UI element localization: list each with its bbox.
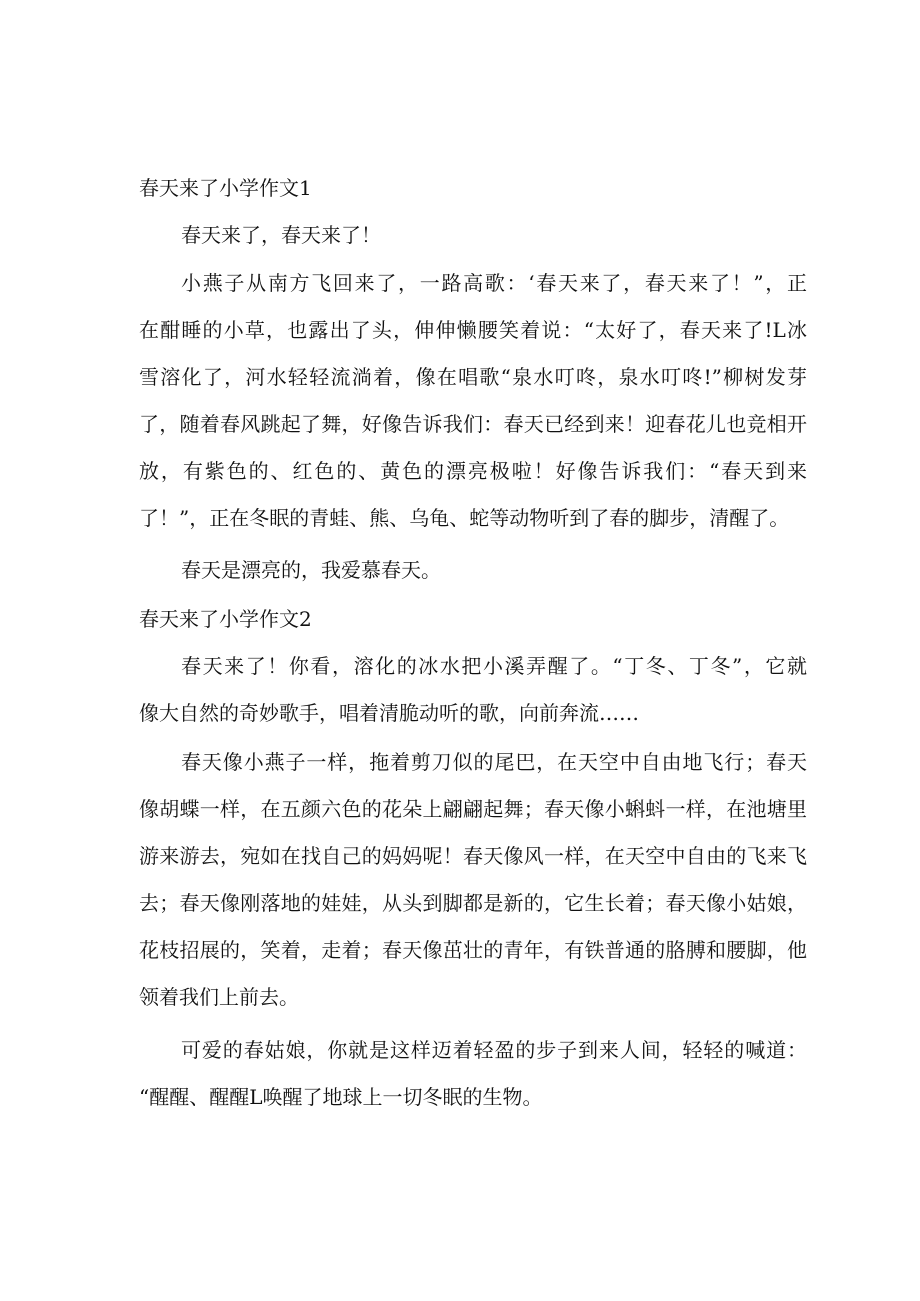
essay1-title: 春天来了小学作文1: [139, 176, 312, 200]
text-line: 了！”，正在冬眠的青蛙、熊、乌龟、蛇等动物听到了春的脚步，清醒了。: [139, 506, 790, 530]
text-line: 领着我们上前去。: [139, 985, 299, 1009]
text-line: 春天是漂亮的，我爱慕春天。: [181, 558, 441, 582]
text-line: 在酣睡的小草，也露出了头，伸伸懒腰笑着说：“太好了，春天来了!L冰: [139, 318, 807, 342]
essay2-title: 春天来了小学作文2: [139, 607, 312, 631]
text-line: 像胡蝶一样，在五颜六色的花朵上翩翩起舞；春天像小蝌蚪一样，在池塘里: [139, 797, 807, 821]
text-line: 游来游去，宛如在找自己的妈妈呢！春天像风一样，在天空中自由的飞来飞: [139, 844, 807, 868]
text-line: 可爱的春姑娘，你就是这样迈着轻盈的步子到来人间，轻轻的喊道：: [181, 1038, 807, 1062]
text-line: 花枝招展的，笑着，走着；春天像茁壮的青年，有铁普通的胳膊和腰脚，他: [139, 938, 807, 962]
text-line: “醒醒、醒醒L唤醒了地球上一切冬眠的生物。: [139, 1085, 543, 1109]
text-line: 了，随着春风跳起了舞，好像告诉我们：春天已经到来！迎春花儿也竞相开: [139, 412, 807, 436]
text-line: 雪溶化了，河水轻轻流淌着，像在唱歌“泉水叮咚，泉水叮咚!”柳树发芽: [139, 365, 807, 389]
text-line: 像大自然的奇妙歌手，唱着清脆动听的歌，向前奔流……: [139, 701, 639, 725]
essay1-paragraph-3: [139, 547, 807, 594]
text-line: 春天来了，春天来了！: [181, 223, 381, 247]
essay2-paragraph-1: [139, 643, 807, 737]
essay1-paragraph-1: [139, 212, 807, 259]
essay1-paragraph-2: [139, 260, 807, 542]
text-line: 春天来了！你看，溶化的冰水把小溪弄醒了。“丁冬、丁冬”，它就: [181, 654, 807, 678]
essay2-paragraph-3: [139, 1027, 807, 1121]
text-line: 小燕子从南方飞回来了，一路高歌：‘春天来了，春天来了！”，正: [181, 271, 807, 295]
essay2-paragraph-2: [139, 739, 807, 1021]
text-line: 春天像小燕子一样，拖着剪刀似的尾巴，在天空中自由地飞行；春天: [181, 750, 807, 774]
text-line: 放，有紫色的、红色的、黄色的漂亮极啦！好像告诉我们：“春天到来: [139, 459, 807, 483]
text-line: 去；春天像刚落地的娃娃，从头到脚都是新的，它生长着；春天像小姑娘，: [139, 891, 807, 915]
